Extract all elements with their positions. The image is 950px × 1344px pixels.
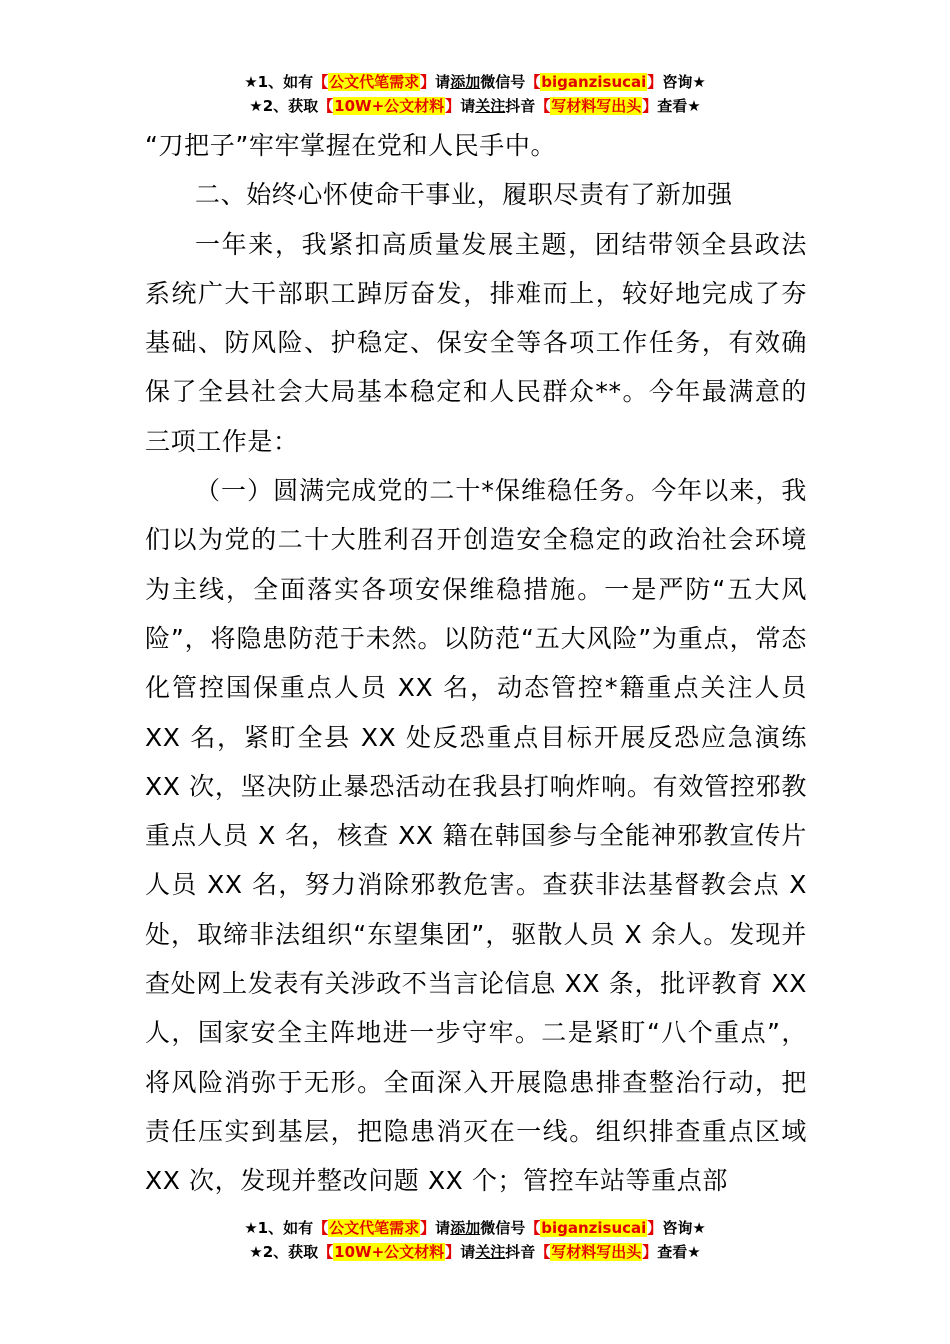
highlight-ghostwriting: 公文代笔需求: [329, 73, 420, 91]
banner-line-2: [0, 1240, 950, 1264]
banner-text: ★1、如有: [244, 73, 314, 91]
banner-text: ★2、获取: [249, 1243, 319, 1261]
bracket: 】: [420, 1219, 436, 1237]
paragraph: 一年来，我紧扣高质量发展主题，团结带领全县政法系统广大干部职工踔厉奋发，排难而上，较好地完成了夯基础、防风险、护稳定、保安全等各项工作任务，有效确保了全县社会大局基本稳定和人民群众**。今年最满意的三项工作是：: [145, 229, 807, 456]
footer-banner: [0, 1216, 950, 1264]
banner-text-underlined: 关注: [475, 1243, 506, 1261]
highlight-materials: 10W+公文材料: [334, 97, 445, 115]
banner-text: 咨询★: [662, 1219, 706, 1237]
bracket: 】: [445, 1243, 461, 1261]
document-body: [145, 121, 807, 1206]
paragraph: （一）圆满完成党的二十*保维稳任务。今年以来，我们以为党的二十大胜利召开创造安全稳定的政治社会环境为主线，全面落实各项安保维稳措施。一是严防“五大风险”，将隐患防范于未然。以防范“五大风险”为重点，常态化管控国保重点人员 XX 名，动态管控*籍重点关注人员 XX 名，紧盯全县 XX 处反恐重点目标开展反恐应急演练 XX 次，坚决防止暴恐活动在我县打响炸响。有效管控邪教重点人员 X 名，核查 XX 籍在韩国参与全能神邪教宣传片人员 XX 名，努力消除邪教危害。查获非法基督教会点 X 处，取缔非法组织“东望集团”，驱散人员 X 余人。发现并查处网上发表有关涉政不当言论信息 XX 条，批评教育 XX 人，国家安全主阵地进一步守牢。二是紧盯“八个重点”，将风险消弥于无形。全面深入开展隐患排查整治行动，把责任压实到基层，把隐患消灭在一线。组织排查重点区域 XX 次，发现并整改问题 XX 个；管控车站等重点部: [145, 476, 807, 1196]
section-heading: 二、始终心怀使命干事业，履职尽责有了新加强: [195, 180, 733, 210]
banner-text: 查看★: [657, 97, 701, 115]
bracket: 【: [313, 1219, 329, 1237]
banner-text-underlined: 添加: [450, 1219, 481, 1237]
banner-text: 咨询★: [662, 73, 706, 91]
banner-text: 请: [460, 1243, 476, 1261]
bracket: 】: [445, 97, 461, 115]
highlight-wechat-id: biganzisucai: [541, 73, 647, 91]
banner-text: 请: [435, 73, 451, 91]
banner-text: 抖音: [505, 97, 536, 115]
bracket: 【: [525, 1219, 541, 1237]
banner-text: 微信号: [480, 1219, 526, 1237]
bracket: 】: [647, 1219, 663, 1237]
banner-text: 微信号: [480, 73, 526, 91]
paragraph: “刀把子”牢牢掌握在党和人民手中。: [145, 131, 557, 160]
banner-line-2: [0, 94, 950, 118]
bracket: 】: [642, 1243, 658, 1261]
bracket: 【: [525, 73, 541, 91]
banner-text: ★2、获取: [249, 97, 319, 115]
banner-text: 请: [435, 1219, 451, 1237]
highlight-wechat-id: biganzisucai: [541, 1219, 647, 1237]
banner-text: ★1、如有: [244, 1219, 314, 1237]
highlight-materials: 10W+公文材料: [334, 1243, 445, 1261]
bracket: 【: [535, 97, 551, 115]
bracket: 【: [535, 1243, 551, 1261]
banner-text-underlined: 添加: [450, 73, 481, 91]
bracket: 【: [313, 73, 329, 91]
banner-text-underlined: 关注: [475, 97, 506, 115]
banner-line-1: [0, 1216, 950, 1240]
banner-text: 查看★: [657, 1243, 701, 1261]
banner-text: 请: [460, 97, 476, 115]
bracket: 】: [642, 97, 658, 115]
bracket: 】: [647, 73, 663, 91]
bracket: 】: [420, 73, 436, 91]
highlight-ghostwriting: 公文代笔需求: [329, 1219, 420, 1237]
banner-text: 抖音: [505, 1243, 536, 1261]
highlight-douyin-account: 写材料写出头: [551, 1243, 642, 1261]
bracket: 【: [318, 1243, 334, 1261]
bracket: 【: [318, 97, 334, 115]
highlight-douyin-account: 写材料写出头: [551, 97, 642, 115]
header-banner: [0, 70, 950, 118]
banner-line-1: [0, 70, 950, 94]
